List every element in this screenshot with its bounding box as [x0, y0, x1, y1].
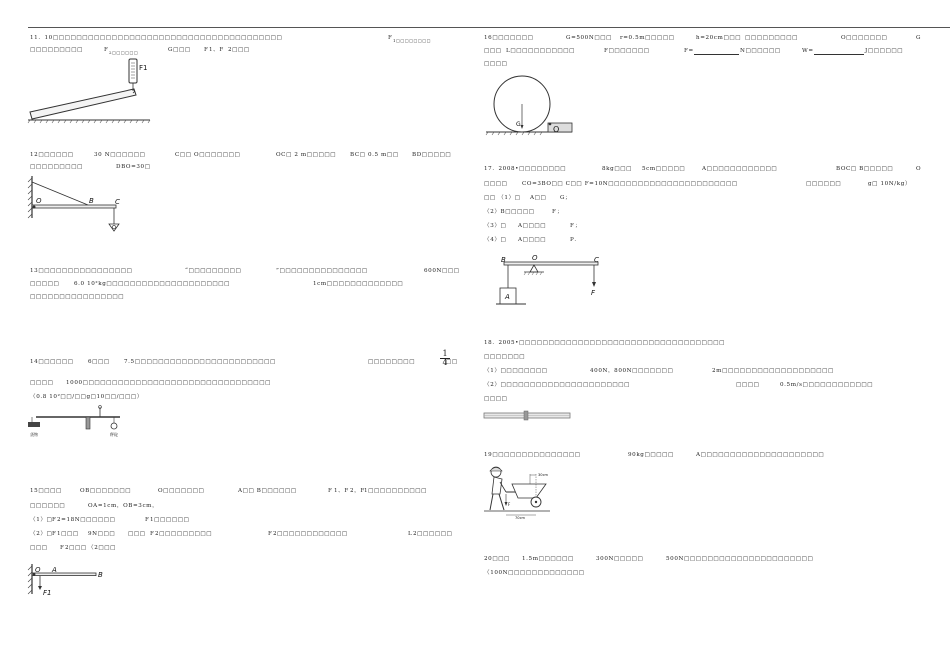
q17-text-1f: O: [916, 166, 922, 172]
question-12: [30, 150, 450, 174]
q14-fraction: [440, 350, 450, 367]
q12-text-1e: BC□ 0.5 m□□: [350, 152, 399, 158]
question-19: [484, 450, 924, 464]
q15-text-1h: 1□□□□□□□□□□: [364, 488, 428, 494]
q15-text-4d: 9N□□□: [88, 531, 116, 537]
question-11: [30, 33, 450, 57]
q16-label-o: O: [553, 125, 560, 134]
q16-blank-2: [814, 54, 864, 55]
q19-label-70cm: 70cm: [515, 516, 526, 520]
q15-label-a: A: [52, 566, 57, 574]
q16-text-2e: N□□□□□□: [740, 48, 781, 54]
q17-text-3a: □□ （1）□: [484, 195, 521, 201]
q14-fraction-denominator: 4: [442, 358, 448, 367]
page-header-rule: [28, 27, 950, 28]
q15-figure-lever: [28, 562, 128, 598]
q15-text-1g: 2，F: [350, 488, 365, 494]
q17-text-2a: □□□□: [484, 181, 508, 187]
q15-text-4b: F: [52, 531, 57, 537]
q15-text-4f: F: [150, 531, 155, 537]
q12-text-1b: 30 N□□□□□□: [94, 152, 146, 158]
q11-text-2c: 2□□□□□□: [109, 50, 139, 55]
q19-label-f: F: [508, 502, 511, 507]
q17-text-5b: A□□□□: [518, 223, 547, 229]
q11-text-2b: F: [104, 47, 109, 53]
q13-text-2c: 1cm□□□□□□□□□□□□□: [313, 281, 404, 287]
q16-figure-cylinder-on-step: [484, 74, 574, 138]
q15-text-5a: □□□: [30, 545, 48, 551]
q16-blank-1: [694, 54, 739, 55]
q11-text-1b: F: [388, 35, 393, 41]
q17-label-b: B: [501, 256, 506, 264]
q12-text-2a: □□□□□□□□□: [30, 164, 83, 170]
q17-text-1a: 17．2008•□□□□□□□□: [484, 166, 567, 172]
q12-label-c: C: [115, 198, 120, 206]
q17-text-5d: ；: [575, 223, 582, 229]
q16-text-1g: G: [916, 35, 922, 41]
q12-text-1d: OC□ 2 m□□□□□: [276, 152, 337, 158]
q18-text-4c: 0.5m/s□□□□□□□□□□□□: [780, 382, 874, 388]
q19-text-1a: 19□□□□□□□□□□□□□□□: [484, 452, 581, 458]
q19-figure-wheelbarrow-worker: [484, 464, 554, 522]
q13-text-2a: □□□□□: [30, 281, 60, 287]
q18-text-3a: （1）□□□□□□□□: [484, 368, 548, 374]
q16-text-1e: □□□□□□□□□: [745, 35, 798, 41]
q11-text-2f: 1、F: [209, 47, 224, 53]
q11-text-2e: F: [204, 47, 209, 53]
q19-text-1b: 90kg□□□□□: [628, 452, 674, 458]
q16-text-2d: F=: [684, 48, 694, 54]
q17-text-3d: ；: [565, 195, 572, 201]
question-15: [30, 486, 460, 558]
q15-text-1a: 15□□□□: [30, 488, 62, 494]
q14-text-3: （0.8 10²□□/□□g□10□□/□□□）: [30, 394, 143, 400]
q17-text-1c: 5cm□□□□□: [642, 166, 686, 172]
q16-text-1d: h=20cm□□□: [696, 35, 742, 41]
q15-text-3c: 2=18N□□□□□□: [57, 517, 116, 523]
q17-text-4b: F: [552, 209, 557, 215]
q12-text-2b: DBO=30□: [116, 164, 151, 170]
q12-label-b: B: [89, 197, 94, 205]
q14-text-2b: 1000□□□□□□□□□□□□□□□□□□□□□□□□□□□□□□□□: [66, 380, 271, 386]
q16-text-1c: r=0.5m□□□□□: [620, 35, 675, 41]
q15-label-b: B: [98, 571, 103, 579]
q16-label-g: G: [516, 121, 521, 128]
q13-text-1a: 13□□□□□□□□□□□□□□□□: [30, 268, 133, 274]
q15-label-f1: F1: [43, 589, 52, 597]
q18-text-4a: （2）□□□□□□□□□□□□□□□□□□□□□□: [484, 382, 631, 388]
q20-text-1a: 20□□□: [484, 556, 510, 562]
q20-text-1c: 300N□□□□□: [596, 556, 644, 562]
q12-text-1a: 12□□□□□□: [30, 152, 74, 158]
q16-text-1a: 16□□□□□□□: [484, 35, 534, 41]
q15-text-5d: （2□□□: [88, 545, 117, 551]
q15-text-3d: F: [145, 517, 150, 523]
q17-label-c: C: [594, 256, 599, 264]
question-17: [484, 164, 924, 250]
q19-text-1c: A□□□□□□□□□□□□□□□□□□□□□: [696, 452, 825, 458]
q17-text-4a: （2）B□□□□□: [484, 209, 535, 215]
q13-text-2b: 6.0 10²kg□□□□□□□□□□□□□□□□□□□□□: [74, 281, 230, 287]
q15-text-2b: OA=1cm，OB=3cm，: [88, 503, 159, 509]
q14-text-1e: □□: [446, 359, 458, 365]
q14-text-1c: 7.5□□□□□□□□□□□□□□□□□□□□□□□□: [124, 359, 276, 365]
q15-text-4g: 2□□□□□□□□□: [155, 531, 213, 537]
q16-text-2g: J□□□□□□: [865, 48, 904, 54]
q15-text-1c: O□□□□□□□: [158, 488, 205, 494]
q17-text-4c: ；: [557, 209, 564, 215]
q15-text-1e: F: [328, 488, 333, 494]
q17-text-5a: （3）□: [484, 223, 507, 229]
question-16: [484, 33, 924, 69]
q14-text-2a: □□□□: [30, 380, 54, 386]
q17-text-5c: F: [570, 223, 575, 229]
q11-text-2g: 2□□□: [228, 47, 250, 53]
q18-text-5: □□□□: [484, 396, 508, 402]
q17-text-3c: G: [560, 195, 566, 201]
q18-text-4b: □□□□: [736, 382, 760, 388]
q16-text-1b: G=500N□□□: [566, 35, 612, 41]
q18-text-1: 18．2005•□□□□□□□□□□□□□□□□□□□□□□□□□□□□□□□□□□□: [484, 340, 726, 346]
q16-text-2c: F□□□□□□□: [604, 48, 650, 54]
q13-text-1c: ”□□□□□□□□□□□□□□□: [276, 268, 368, 274]
q16-text-1f: O□□□□□□□: [841, 35, 888, 41]
q16-text-3: □□□□: [484, 61, 508, 67]
q14-label-right: 秤砣: [110, 432, 118, 437]
q17-text-2d: g□ 10N/kg）: [868, 181, 912, 187]
q15-text-2a: □□□□□□: [30, 503, 66, 509]
q16-text-2a: □□□: [484, 48, 502, 54]
q15-text-4c: 1□□□: [57, 531, 79, 537]
q14-text-1d: □□□□□□□□: [368, 359, 416, 365]
q14-label-left: 货物: [30, 432, 38, 437]
q14-text-1b: 6□□□: [88, 359, 110, 365]
q13-text-1d: 600N□□□: [424, 268, 460, 274]
q17-text-1e: BOC□ B□□□□□: [836, 166, 894, 172]
q17-label-o: O: [532, 254, 538, 262]
q14-text-1a: 14□□□□□□: [30, 359, 74, 365]
q17-text-6a: （4）□: [484, 237, 507, 243]
q17-label-f: F: [591, 289, 596, 297]
q12-text-1c: C□□ O□□□□□□□: [175, 152, 241, 158]
q17-text-3b: A□□: [530, 195, 547, 201]
q15-text-4j: L: [408, 531, 413, 537]
q15-text-1d: A□□ B□□□□□□: [238, 488, 297, 494]
q12-label-o: O: [36, 197, 42, 205]
question-13: [30, 266, 460, 302]
question-20: [484, 554, 924, 580]
q17-text-6b: A□□□□: [518, 237, 547, 243]
q15-text-5c: 2□□□: [65, 545, 87, 551]
q11-text-1c: 1□□□□□□□□: [393, 38, 432, 43]
q17-text-1b: 8kg□□□: [602, 166, 632, 172]
q18-figure-pole: [484, 410, 574, 424]
q15-text-1f: 1、F: [334, 488, 349, 494]
q11-text-1a: 11．10□□□□□□□□□□□□□□□□□□□□□□□□□□□□□□□□□□□□□□□: [30, 35, 283, 41]
q15-text-3a: （1）□: [30, 517, 53, 523]
q15-text-4h: F: [268, 531, 273, 537]
q15-text-3e: 1□□□□□□: [150, 517, 190, 523]
q20-text-2: （100N□□□□□□□□□□□□□: [484, 570, 585, 576]
q16-text-2f: W=: [802, 48, 814, 54]
q14-fraction-numerator: 1: [440, 350, 450, 359]
q15-text-4i: 2□□□□□□□□□□□□: [273, 531, 348, 537]
q17-label-a: A: [505, 293, 510, 301]
q12-text-1f: BD□□□□□: [412, 152, 452, 158]
q11-text-2d: G□□□: [168, 47, 191, 53]
q15-text-1b: OB□□□□□□□: [80, 488, 132, 494]
q14-figure-steelyard: [28, 403, 128, 439]
q15-text-4a: （2）□: [30, 531, 53, 537]
q15-text-4e: □□□: [128, 531, 146, 537]
q17-text-1d: A□□□□□□□□□□□□: [702, 166, 778, 172]
q15-label-o: O: [35, 566, 41, 574]
q15-text-3b: F: [52, 517, 57, 523]
q11-text-2a: □□□□□□□□□: [30, 47, 83, 53]
q13-text-1b: “□□□□□□□□□: [185, 268, 242, 274]
q11-figure-plank-with-spring-scale: [28, 56, 153, 126]
q20-text-1d: 500N□□□□□□□□□□□□□□□□□□□□□□: [666, 556, 814, 562]
q18-text-2: □□□□□□□: [484, 354, 526, 360]
q11-label-f1: F1: [139, 64, 148, 72]
q19-label-30cm: 30cm: [538, 473, 549, 477]
q12-figure-lever-on-wall: [28, 176, 138, 246]
question-18: [484, 338, 924, 404]
q15-text-4k: 2□□□□□□: [413, 531, 453, 537]
q17-text-2b: CO=3BO□□ C□□ F=10N□□□□□□□□□□□□□□□□□□□□□□: [522, 181, 738, 187]
q15-text-5b: F: [60, 545, 65, 551]
q20-text-1b: 1.5m□□□□□□: [522, 556, 574, 562]
q18-text-3b: 400N，800N□□□□□□□: [590, 368, 674, 374]
q13-text-3: □□□□□□□□□□□□□□□□: [30, 294, 125, 300]
q17-text-6c: P．: [570, 237, 581, 243]
q17-figure-lever-with-block: [496, 252, 606, 310]
q16-text-2b: L□□□□□□□□□□□: [506, 48, 576, 54]
q17-text-2c: □□□□□□: [806, 181, 842, 187]
q18-text-3c: 2m□□□□□□□□□□□□□□□□□□□: [712, 368, 834, 374]
question-14: [30, 357, 458, 399]
